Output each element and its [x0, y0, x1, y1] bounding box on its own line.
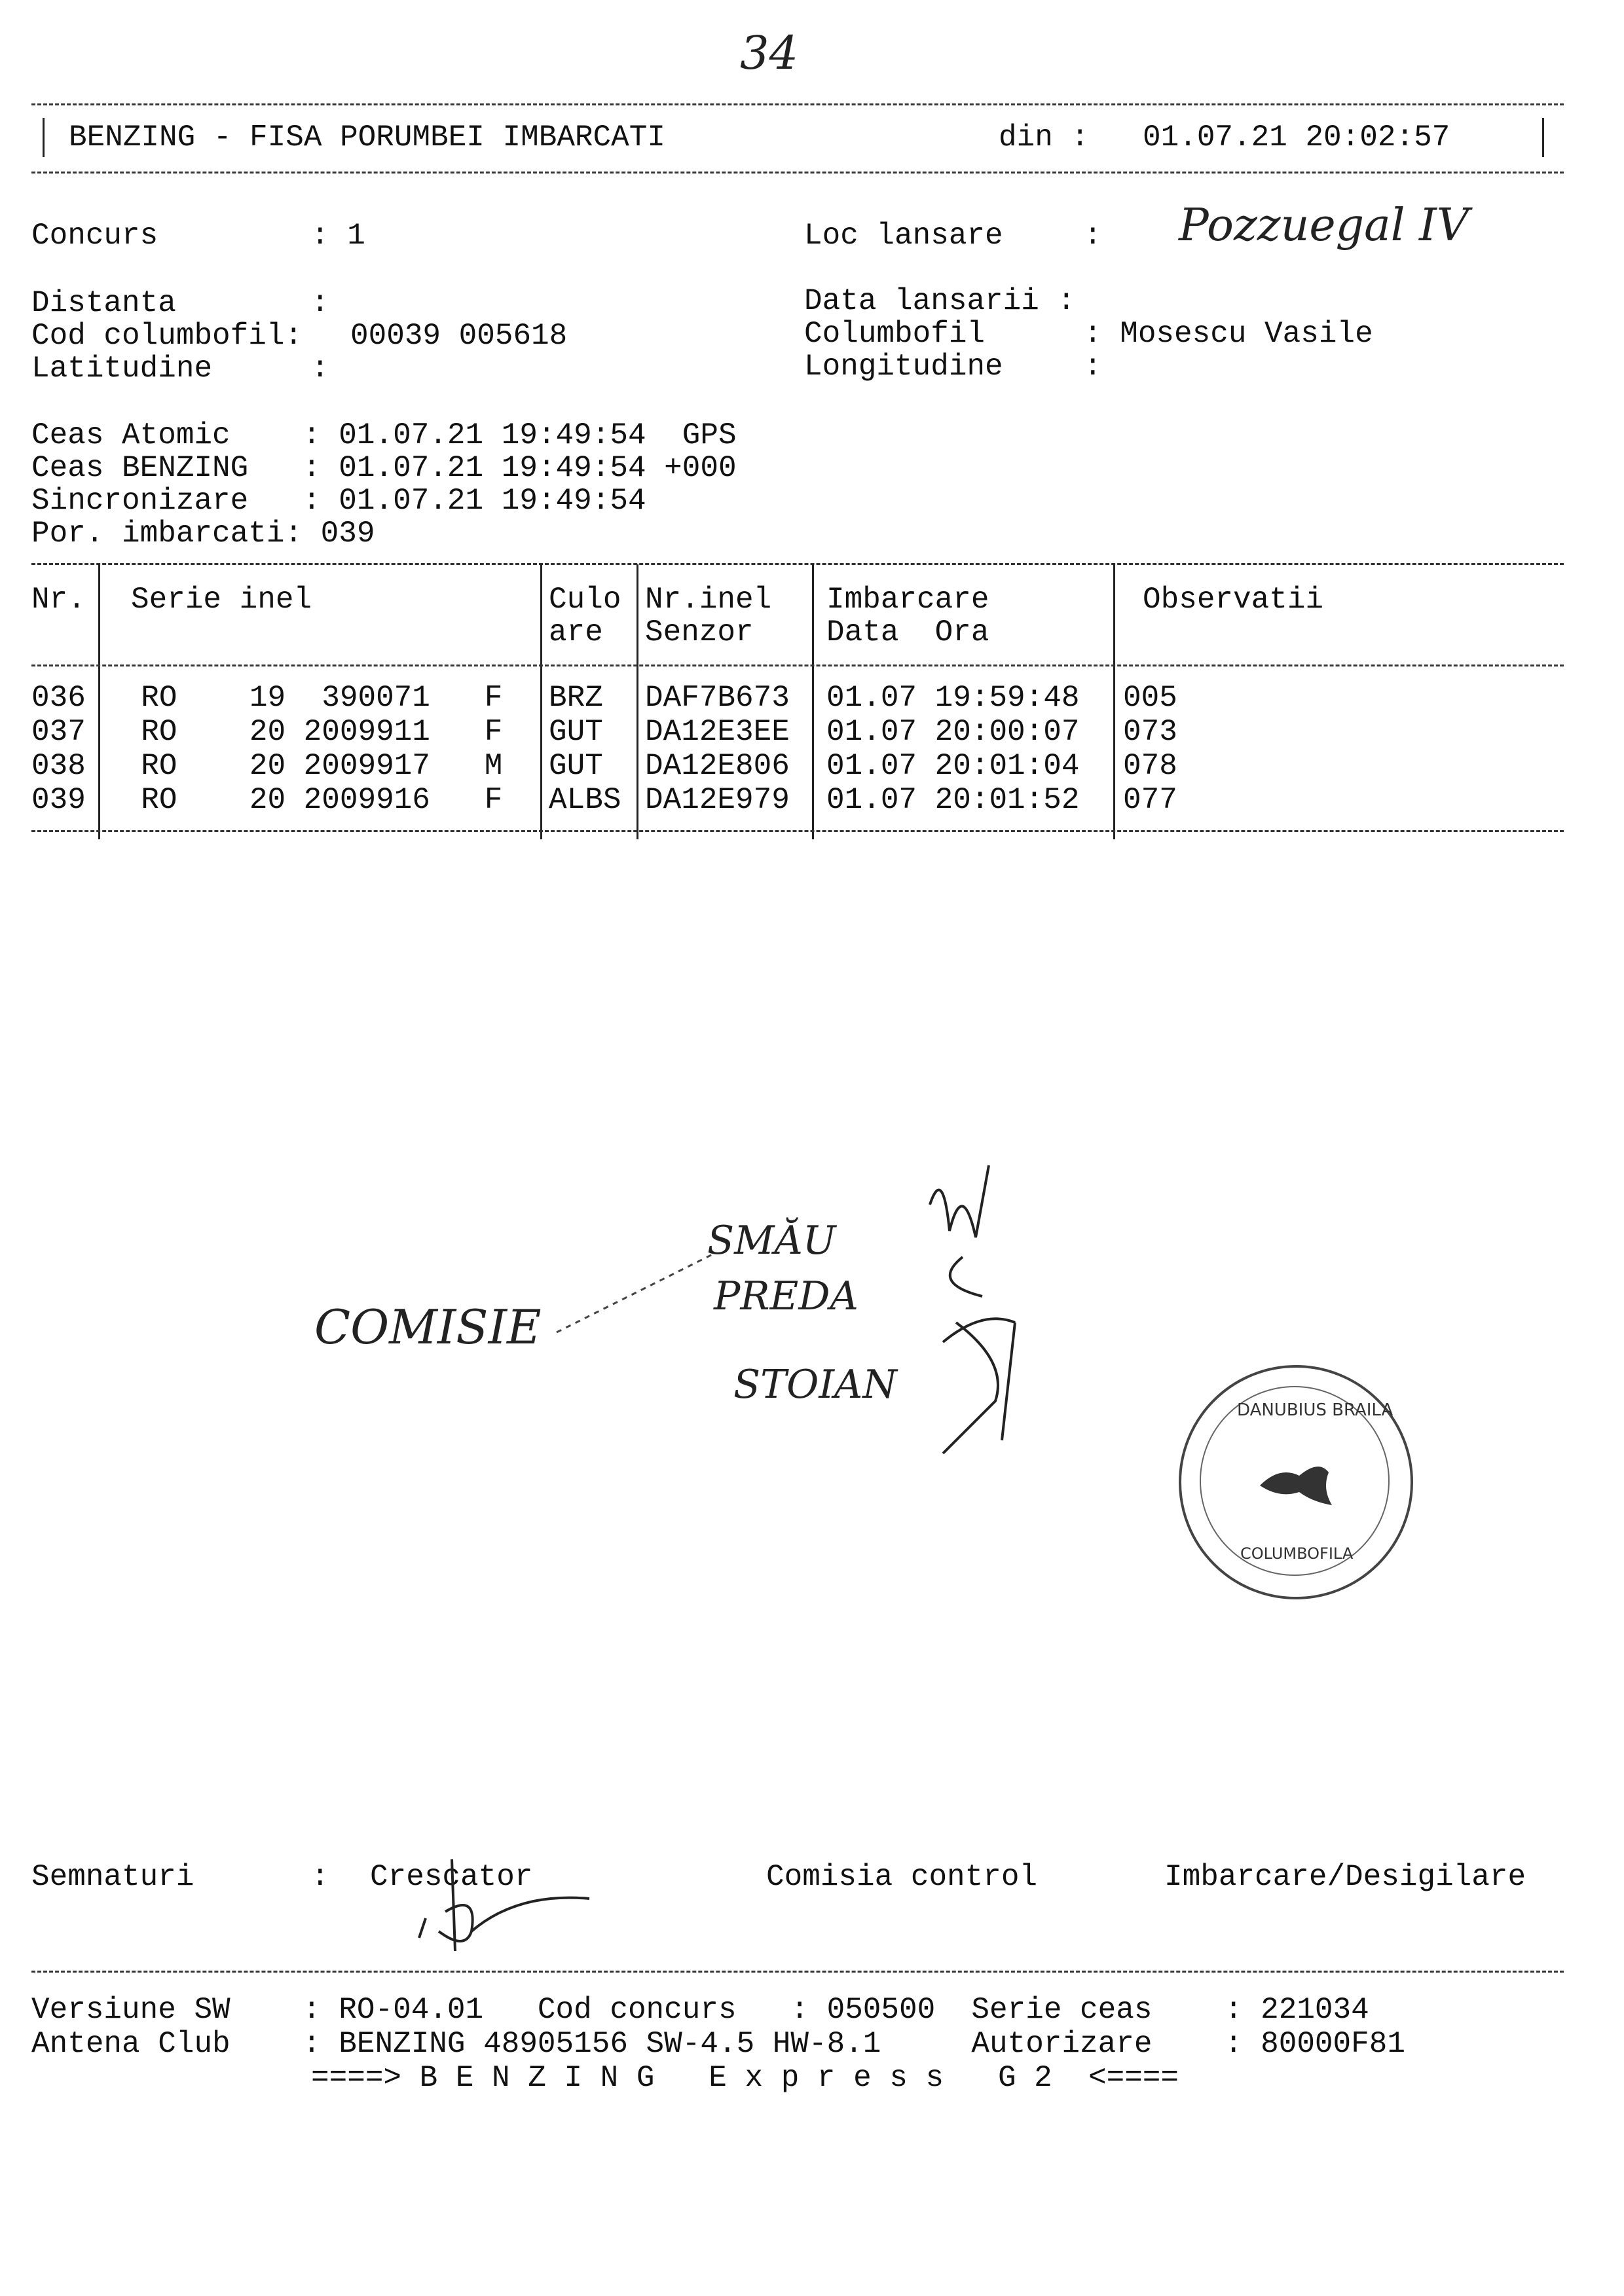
club-stamp [1179, 1365, 1413, 1599]
por-imbarcati-line: Por. imbarcati: 039 [31, 517, 375, 551]
row-nr: 036 [31, 681, 86, 715]
cod-columbofil-value: 00039 005618 [350, 319, 568, 353]
crescator-label: Crescator [370, 1860, 533, 1894]
col-header-culoare-2: are [549, 615, 603, 649]
col-header-culoare-1: Culo [549, 583, 621, 617]
columbofil-label: Columbofil [804, 317, 986, 351]
footer-top-rule [31, 1971, 1564, 1973]
distanta-label: Distanta [31, 286, 176, 320]
comisie-handwritten: COMISIE [314, 1300, 542, 1355]
row-senzor: DA12E3EE [645, 715, 790, 749]
stamp-text-bottom: COLUMBOFILA [1240, 1544, 1354, 1563]
pigeon-icon [1247, 1440, 1345, 1525]
comisie-arrow-line [550, 1247, 720, 1345]
loc-lansare-handwritten: Pozzuegal IV [1179, 200, 1469, 251]
table-row [0, 749, 1532, 783]
report-date-label: din : [999, 120, 1090, 155]
ceas-benzing-line: Ceas BENZING : 01.07.21 19:49:54 +000 [31, 451, 737, 485]
stamp-text-top: DANUBIUS BRAILA [1237, 1400, 1393, 1420]
row-observatii: 077 [1123, 783, 1177, 817]
latitudine-label: Latitudine [31, 352, 213, 386]
header-top-rule [31, 103, 1564, 105]
semnaturi-sep: : [311, 1860, 329, 1894]
row-observatii: 073 [1123, 715, 1177, 749]
table-header-rule [31, 665, 1564, 666]
footer-versiune-line: Versiune SW : RO-04.01 Cod concurs : 050500 Serie ceas : 221034 [31, 1993, 1369, 2027]
col-header-imbarcare-1: Imbarcare [826, 583, 989, 617]
longitudine-label: Longitudine [804, 350, 1003, 384]
loc-lansare-sep: : [1084, 219, 1102, 253]
row-senzor: DA12E979 [645, 783, 790, 817]
row-culoare: BRZ [549, 681, 603, 715]
col-header-imbarcare-2: Data Ora [826, 615, 989, 649]
row-nr: 037 [31, 715, 86, 749]
page-number-mark: 34 [740, 26, 799, 80]
commission-signatures-scribble [904, 1126, 1074, 1467]
col-header-observatii: Observatii [1143, 583, 1324, 617]
crescator-signature [373, 1853, 596, 1964]
row-culoare: GUT [549, 715, 603, 749]
row-imbarcare: 01.07 20:01:52 [826, 783, 1080, 817]
commission-name-3: STOIAN [733, 1362, 897, 1408]
row-observatii: 078 [1123, 749, 1177, 783]
row-serie: RO 20 2009911 F [105, 715, 503, 749]
col-header-nrinel-2: Senzor [645, 615, 754, 649]
commission-name-2: PREDA [714, 1273, 858, 1319]
distanta-value: : [311, 286, 329, 320]
ceas-atomic-line: Ceas Atomic : 01.07.21 19:49:54 GPS [31, 418, 737, 452]
longitudine-value: : [1084, 350, 1102, 384]
header-left-border [43, 118, 45, 157]
semnaturi-label: Semnaturi [31, 1860, 194, 1894]
header-bottom-rule [31, 172, 1564, 173]
cod-columbofil-label: Cod columbofil: [31, 319, 303, 353]
report-date-value: 01.07.21 20:02:57 [1143, 120, 1450, 155]
row-nr: 038 [31, 749, 86, 783]
concurs-label: Concurs [31, 219, 158, 253]
row-senzor: DA12E806 [645, 749, 790, 783]
data-lansarii-label: Data lansarii : [804, 284, 1076, 318]
header-right-border [1542, 118, 1544, 157]
imbarcare-desigilare-label: Imbarcare/Desigilare [1164, 1860, 1526, 1894]
table-row [0, 783, 1532, 817]
footer-antena-line: Antena Club : BENZING 48905156 SW-4.5 HW-8.1 Autorizare : 80000F81 [31, 2027, 1405, 2061]
row-culoare: ALBS [549, 783, 621, 817]
sincronizare-line: Sincronizare : 01.07.21 19:49:54 [31, 484, 646, 518]
row-serie: RO 19 390071 F [105, 681, 503, 715]
row-serie: RO 20 2009916 F [105, 783, 503, 817]
table-row [0, 681, 1532, 715]
footer-brand-line: ====> B E N Z I N G E x p r e s s G 2 <==== [311, 2061, 1179, 2095]
col-header-serie: Serie inel [131, 583, 312, 617]
row-observatii: 005 [1123, 681, 1177, 715]
row-imbarcare: 01.07 20:01:04 [826, 749, 1080, 783]
table-top-rule [31, 563, 1564, 565]
row-serie: RO 20 2009917 M [105, 749, 503, 783]
row-culoare: GUT [549, 749, 603, 783]
row-imbarcare: 01.07 19:59:48 [826, 681, 1080, 715]
loc-lansare-label: Loc lansare [804, 219, 1003, 253]
row-imbarcare: 01.07 20:00:07 [826, 715, 1080, 749]
columbofil-value: : Mosescu Vasile [1084, 317, 1373, 351]
col-header-nr: Nr. [31, 583, 86, 617]
row-nr: 039 [31, 783, 86, 817]
col-header-nrinel-1: Nr.inel [645, 583, 772, 617]
concurs-value: : 1 [311, 219, 365, 253]
report-title: BENZING - FISA PORUMBEI IMBARCATI [69, 120, 665, 155]
comisia-control-label: Comisia control [766, 1860, 1038, 1894]
table-bottom-rule [31, 830, 1564, 832]
row-senzor: DAF7B673 [645, 681, 790, 715]
commission-name-1: SMĂU [707, 1218, 836, 1264]
table-row [0, 715, 1532, 749]
latitudine-value: : [311, 352, 329, 386]
